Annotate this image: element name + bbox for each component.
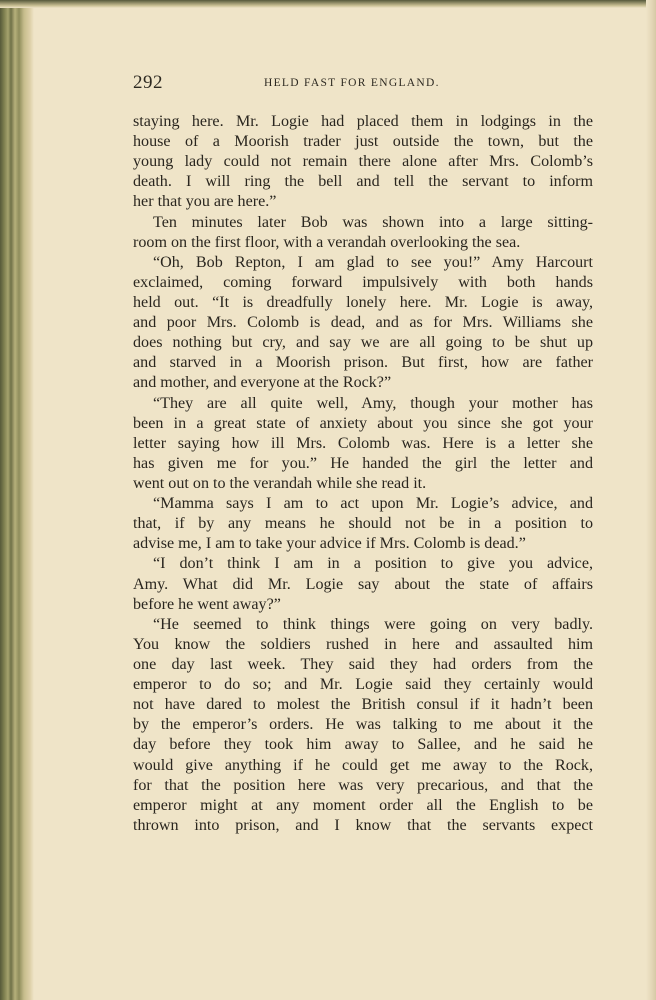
text-line: has given me for you.” He handed the girl the letter and: [133, 454, 593, 472]
text-line: room on the first floor, with a verandah overlooking the sea.: [133, 233, 521, 251]
text-line: by the emperor’s orders. He was talking to me about it the: [133, 716, 593, 734]
text-line: before he went away?”: [133, 595, 281, 613]
text-line: staying here. Mr. Logie had placed them in lodgings in the: [133, 113, 593, 130]
text-line: “He seemed to think things were going on very badly.: [153, 615, 593, 633]
text-line: held out. “It is dreadfully lonely here. Mr. Logie is away,: [133, 293, 593, 311]
text-line: emperor to do so; and Mr. Logie said they certainly would: [133, 676, 593, 694]
text-line: “Oh, Bob Repton, I am glad to see you!” Amy Harcourt: [153, 253, 593, 271]
text-line: “I don’t think I am in a position to give you advice,: [153, 555, 593, 573]
text-line: Ten minutes later Bob was shown into a large sitting-: [153, 213, 593, 231]
text-line: “Mamma says I am to act upon Mr. Logie’s advice, and: [153, 495, 593, 513]
text-line: thrown into prison, and I know that the servants expect: [133, 816, 593, 834]
text-line: for that the position here was very precarious, and that the: [133, 776, 593, 794]
page-header: [133, 72, 593, 94]
text-line: been in a great state of anxiety about you since she got your: [133, 414, 593, 432]
text-line: exclaimed, coming forward impulsively with both hands: [133, 273, 593, 291]
text-line: one day last week. They said they had orders from the: [133, 655, 593, 673]
body-text: [133, 112, 593, 836]
text-line: not have dared to molest the British consul if it hadn’t been: [133, 696, 593, 714]
text-line: Amy. What did Mr. Logie say about the state of affairs: [133, 575, 593, 593]
text-line: advise me, I am to take your advice if Mrs. Colomb is dead.”: [133, 535, 526, 553]
text-line: that, if by any means he should not be in a position to: [133, 515, 593, 533]
text-line: and mother, and everyone at the Rock?”: [133, 374, 392, 392]
text-line: day before they took him away to Sallee, and he said he: [133, 736, 593, 754]
page-right-edge: [646, 0, 656, 1000]
text-line: does nothing but cry, and say we are all going to be shut up: [133, 334, 593, 352]
page-number: 292: [133, 72, 163, 93]
text-line: You know the soldiers rushed in here and assaulted him: [133, 635, 593, 653]
text-line: and starved in a Moorish prison. But first, how are father: [133, 354, 593, 372]
text-line: young lady could not remain there alone after Mrs. Colomb’s: [133, 153, 593, 171]
text-line: and poor Mrs. Colomb is dead, and as for Mrs. Williams she: [133, 314, 593, 332]
text-line: her that you are here.”: [133, 193, 277, 211]
text-line: death. I will ring the bell and tell the servant to inform: [133, 173, 593, 191]
text-line: letter saying how ill Mrs. Colomb was. Here is a letter she: [133, 434, 593, 452]
page-top-edge: [0, 0, 656, 8]
text-line: “They are all quite well, Amy, though your mother has: [153, 394, 593, 412]
text-line: would give anything if he could get me away to the Rock,: [133, 756, 593, 774]
text-line: went out on to the verandah while she read it.: [133, 474, 427, 492]
text-line: house of a Moorish trader just outside the town, but the: [133, 133, 593, 151]
running-title: HELD FAST FOR ENGLAND.: [264, 77, 440, 89]
book-binding-edge: [0, 0, 34, 1000]
text-line: emperor might at any moment order all the English to be: [133, 796, 593, 814]
